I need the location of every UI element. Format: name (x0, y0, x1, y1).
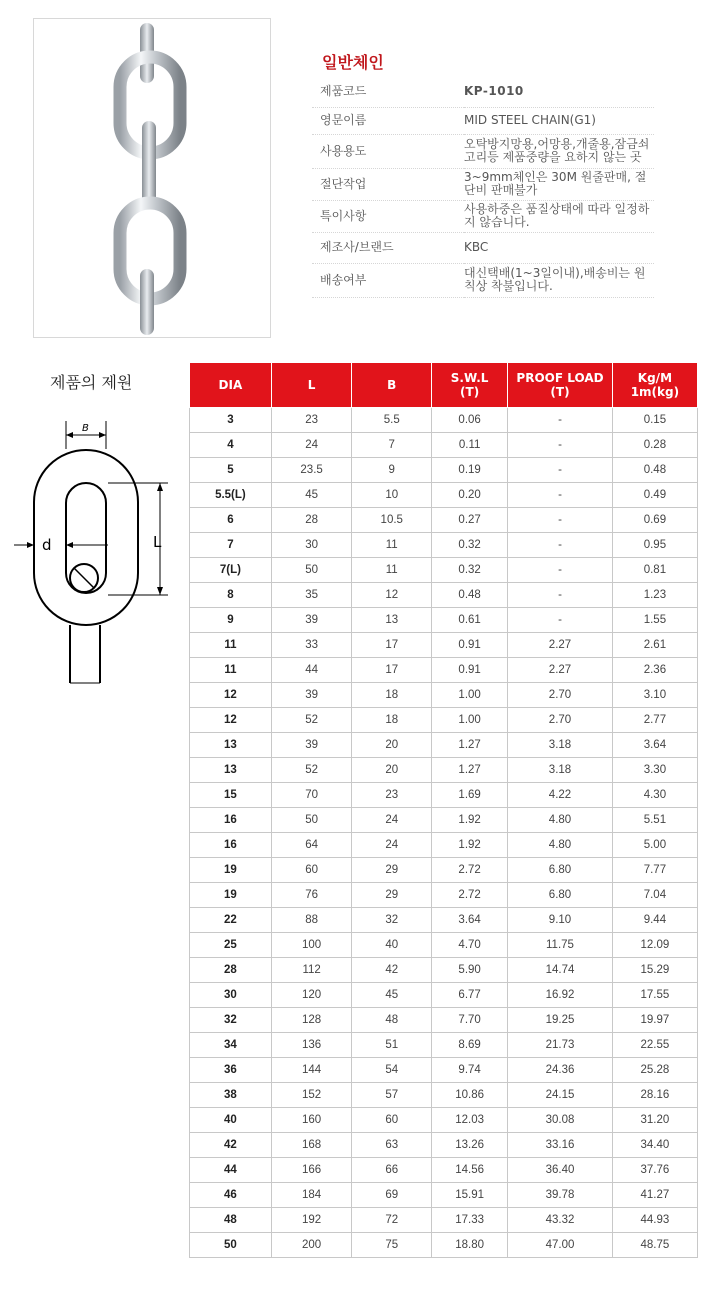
table-cell: 2.70 (508, 683, 613, 708)
table-cell: 11 (190, 658, 272, 683)
table-cell: 8.69 (432, 1033, 508, 1058)
table-row (190, 558, 698, 583)
table-cell: 1.27 (432, 758, 508, 783)
table-cell: 6.80 (508, 858, 613, 883)
table-cell: 18 (352, 708, 432, 733)
table-cell: 69 (352, 1183, 432, 1208)
table-row (190, 533, 698, 558)
table-row (190, 633, 698, 658)
table-cell: 166 (271, 1158, 352, 1183)
table-cell: 12 (352, 583, 432, 608)
dimension-title: 제품의 제원 (50, 373, 133, 392)
table-cell: 40 (190, 1108, 272, 1133)
info-row (312, 107, 654, 134)
table-cell: 35 (271, 583, 352, 608)
table-row (190, 433, 698, 458)
table-cell: 4.70 (432, 933, 508, 958)
info-value: 대신택배(1~3일이내),배송비는 원칙상 착불입니다. (464, 263, 654, 297)
info-label: 제품코드 (312, 77, 464, 107)
table-cell: 48.75 (612, 1233, 697, 1258)
table-row (190, 1208, 698, 1233)
table-cell: 1.92 (432, 833, 508, 858)
table-cell: 28 (190, 958, 272, 983)
chain-link-diagram (10, 405, 185, 695)
table-row (190, 1233, 698, 1258)
table-cell: 22.55 (612, 1033, 697, 1058)
table-cell: 11 (352, 558, 432, 583)
table-cell: 37.76 (612, 1158, 697, 1183)
table-cell: 9 (352, 458, 432, 483)
table-cell: 24.36 (508, 1058, 613, 1083)
table-cell: 88 (271, 908, 352, 933)
table-cell: 9.10 (508, 908, 613, 933)
table-cell: 4.80 (508, 808, 613, 833)
table-cell: 42 (190, 1133, 272, 1158)
table-cell: 39 (271, 608, 352, 633)
table-cell: 0.81 (612, 558, 697, 583)
table-cell: 24 (352, 808, 432, 833)
table-row (190, 583, 698, 608)
table-cell: 0.19 (432, 458, 508, 483)
table-cell: 19 (190, 883, 272, 908)
table-row (190, 758, 698, 783)
table-cell: 152 (271, 1083, 352, 1108)
info-label: 절단작업 (312, 168, 464, 200)
table-cell: 15 (190, 783, 272, 808)
table-cell: 36.40 (508, 1158, 613, 1183)
table-cell: 19 (190, 858, 272, 883)
table-cell: 200 (271, 1233, 352, 1258)
table-row (190, 683, 698, 708)
table-cell: - (508, 458, 613, 483)
table-cell: 9 (190, 608, 272, 633)
spec-header-cell: B (352, 363, 432, 408)
label-d: d (42, 536, 52, 554)
table-cell: 72 (352, 1208, 432, 1233)
table-cell: 5.90 (432, 958, 508, 983)
table-cell: 1.92 (432, 808, 508, 833)
table-cell: 16 (190, 808, 272, 833)
table-row (190, 883, 698, 908)
table-cell: 39 (271, 683, 352, 708)
table-cell: 21.73 (508, 1033, 613, 1058)
table-row (190, 908, 698, 933)
table-cell: 36 (190, 1058, 272, 1083)
table-cell: 23 (271, 408, 352, 433)
table-cell: 4 (190, 433, 272, 458)
table-cell: 25 (190, 933, 272, 958)
table-cell: 48 (190, 1208, 272, 1233)
table-row (190, 858, 698, 883)
table-cell: 3.18 (508, 733, 613, 758)
table-cell: 4.22 (508, 783, 613, 808)
table-cell: 34 (190, 1033, 272, 1058)
table-cell: 12 (190, 683, 272, 708)
table-cell: 75 (352, 1233, 432, 1258)
table-cell: 7 (352, 433, 432, 458)
info-value: 사용하중은 품질상태에 따라 일정하지 않습니다. (464, 200, 654, 232)
table-cell: 13 (190, 733, 272, 758)
label-b: B (82, 423, 89, 434)
chain-illustration (34, 19, 270, 337)
table-cell: 48 (352, 1008, 432, 1033)
table-cell: 24 (352, 833, 432, 858)
table-cell: 144 (271, 1058, 352, 1083)
info-value: 오탁방지망용,어망용,개줄용,잠금쇠 고리등 제품중량을 요하지 않는 곳 (464, 134, 654, 168)
table-cell: 31.20 (612, 1108, 697, 1133)
info-row (312, 134, 654, 168)
table-cell: 7 (190, 533, 272, 558)
table-cell: 3.64 (612, 733, 697, 758)
spec-header-row (190, 363, 698, 408)
table-cell: 23.5 (271, 458, 352, 483)
spec-header-cell: S.W.L (T) (432, 363, 508, 408)
table-cell: 0.48 (612, 458, 697, 483)
info-row (312, 263, 654, 297)
table-cell: 60 (352, 1108, 432, 1133)
table-cell: 40 (352, 933, 432, 958)
table-cell: 12.03 (432, 1108, 508, 1133)
table-cell: 0.95 (612, 533, 697, 558)
table-cell: 6.80 (508, 883, 613, 908)
table-cell: 112 (271, 958, 352, 983)
table-cell: 3.64 (432, 908, 508, 933)
table-cell: 7.04 (612, 883, 697, 908)
table-cell: 7.77 (612, 858, 697, 883)
table-cell: 33.16 (508, 1133, 613, 1158)
table-cell: 2.70 (508, 708, 613, 733)
table-cell: 128 (271, 1008, 352, 1033)
table-cell: 2.27 (508, 658, 613, 683)
table-cell: 13 (190, 758, 272, 783)
table-cell: 39 (271, 733, 352, 758)
table-cell: - (508, 583, 613, 608)
table-cell: 17 (352, 633, 432, 658)
info-value: KBC (464, 232, 654, 263)
table-row (190, 983, 698, 1008)
table-cell: 0.61 (432, 608, 508, 633)
table-cell: 2.72 (432, 883, 508, 908)
table-cell: 50 (271, 808, 352, 833)
table-cell: 0.27 (432, 508, 508, 533)
info-row (312, 232, 654, 263)
table-cell: 16 (190, 833, 272, 858)
table-cell: 0.49 (612, 483, 697, 508)
table-cell: 19.25 (508, 1008, 613, 1033)
table-cell: 70 (271, 783, 352, 808)
table-cell: 9.44 (612, 908, 697, 933)
table-cell: 20 (352, 758, 432, 783)
table-cell: 44.93 (612, 1208, 697, 1233)
table-cell: 54 (352, 1058, 432, 1083)
table-row (190, 658, 698, 683)
table-cell: 7.70 (432, 1008, 508, 1033)
table-cell: 1.27 (432, 733, 508, 758)
table-cell: 9.74 (432, 1058, 508, 1083)
table-cell: 14.74 (508, 958, 613, 983)
table-cell: - (508, 533, 613, 558)
table-cell: 14.56 (432, 1158, 508, 1183)
spec-table (189, 362, 698, 1258)
table-cell: 63 (352, 1133, 432, 1158)
table-cell: 0.11 (432, 433, 508, 458)
table-cell: 22 (190, 908, 272, 933)
table-cell: 11 (352, 533, 432, 558)
spec-header-cell: DIA (190, 363, 272, 408)
table-cell: 184 (271, 1183, 352, 1208)
table-cell: 0.20 (432, 483, 508, 508)
table-cell: 100 (271, 933, 352, 958)
info-label: 특이사항 (312, 200, 464, 232)
category-title: 일반체인 (322, 53, 384, 72)
table-cell: 4.30 (612, 783, 697, 808)
table-cell: 120 (271, 983, 352, 1008)
table-row (190, 1108, 698, 1133)
table-cell: 1.00 (432, 683, 508, 708)
table-cell: - (508, 508, 613, 533)
table-cell: 42 (352, 958, 432, 983)
info-row (312, 200, 654, 232)
table-cell: 5.51 (612, 808, 697, 833)
table-cell: 76 (271, 883, 352, 908)
product-code: KP-1010 (464, 77, 654, 107)
table-cell: 12.09 (612, 933, 697, 958)
table-cell: 4.80 (508, 833, 613, 858)
table-row (190, 833, 698, 858)
table-cell: 6 (190, 508, 272, 533)
table-cell: 29 (352, 883, 432, 908)
table-row (190, 958, 698, 983)
table-cell: 38 (190, 1083, 272, 1108)
table-cell: 44 (271, 658, 352, 683)
info-row (312, 77, 654, 107)
table-cell: - (508, 558, 613, 583)
table-cell: 39.78 (508, 1183, 613, 1208)
table-cell: 0.91 (432, 658, 508, 683)
table-cell: 57 (352, 1083, 432, 1108)
table-cell: 50 (190, 1233, 272, 1258)
table-cell: 3.30 (612, 758, 697, 783)
info-label: 사용용도 (312, 134, 464, 168)
spec-header-cell: Kg/M 1m(kg) (612, 363, 697, 408)
info-label: 배송여부 (312, 263, 464, 297)
table-cell: 44 (190, 1158, 272, 1183)
table-row (190, 1158, 698, 1183)
table-cell: 15.91 (432, 1183, 508, 1208)
table-cell: 0.69 (612, 508, 697, 533)
table-cell: 0.15 (612, 408, 697, 433)
table-cell: 3.10 (612, 683, 697, 708)
table-cell: 13.26 (432, 1133, 508, 1158)
table-cell: 0.28 (612, 433, 697, 458)
table-cell: 28 (271, 508, 352, 533)
table-cell: 33 (271, 633, 352, 658)
table-cell: 2.36 (612, 658, 697, 683)
table-cell: 168 (271, 1133, 352, 1158)
table-cell: 66 (352, 1158, 432, 1183)
table-cell: 3.18 (508, 758, 613, 783)
table-row (190, 483, 698, 508)
table-cell: 30 (190, 983, 272, 1008)
product-photo (33, 18, 271, 338)
table-cell: 3 (190, 408, 272, 433)
table-cell: 0.06 (432, 408, 508, 433)
label-l: L (153, 533, 162, 551)
table-cell: 8 (190, 583, 272, 608)
table-cell: 30 (271, 533, 352, 558)
table-cell: 11.75 (508, 933, 613, 958)
table-row (190, 783, 698, 808)
table-cell: 23 (352, 783, 432, 808)
table-cell: 136 (271, 1033, 352, 1058)
table-row (190, 933, 698, 958)
table-cell: 1.55 (612, 608, 697, 633)
table-cell: 45 (352, 983, 432, 1008)
table-cell: 17.33 (432, 1208, 508, 1233)
table-cell: 34.40 (612, 1133, 697, 1158)
table-cell: 30.08 (508, 1108, 613, 1133)
table-cell: - (508, 408, 613, 433)
table-cell: - (508, 483, 613, 508)
table-cell: 5.5(L) (190, 483, 272, 508)
table-row (190, 808, 698, 833)
table-cell: 52 (271, 758, 352, 783)
table-cell: 43.32 (508, 1208, 613, 1233)
table-cell: 6.77 (432, 983, 508, 1008)
table-cell: 64 (271, 833, 352, 858)
table-cell: 32 (352, 908, 432, 933)
table-cell: 7(L) (190, 558, 272, 583)
table-row (190, 1083, 698, 1108)
info-value: 3~9mm체인은 30M 원줄판매, 절단비 판매불가 (464, 168, 654, 200)
table-cell: 32 (190, 1008, 272, 1033)
table-cell: 2.72 (432, 858, 508, 883)
info-label: 영문이름 (312, 107, 464, 134)
table-cell: 5.5 (352, 408, 432, 433)
table-row (190, 1033, 698, 1058)
table-cell: 45 (271, 483, 352, 508)
table-cell: 17 (352, 658, 432, 683)
table-row (190, 1183, 698, 1208)
table-cell: 17.55 (612, 983, 697, 1008)
info-value: MID STEEL CHAIN(G1) (464, 107, 654, 134)
table-cell: 51 (352, 1033, 432, 1058)
table-cell: 10.86 (432, 1083, 508, 1108)
table-cell: 18.80 (432, 1233, 508, 1258)
table-cell: 10.5 (352, 508, 432, 533)
table-cell: 192 (271, 1208, 352, 1233)
table-cell: 15.29 (612, 958, 697, 983)
table-row (190, 1058, 698, 1083)
table-row (190, 408, 698, 433)
table-cell: 25.28 (612, 1058, 697, 1083)
table-cell: 1.69 (432, 783, 508, 808)
table-cell: 29 (352, 858, 432, 883)
table-cell: 0.32 (432, 558, 508, 583)
table-row (190, 1008, 698, 1033)
table-row (190, 733, 698, 758)
table-cell: 28.16 (612, 1083, 697, 1108)
table-row (190, 708, 698, 733)
table-cell: 19.97 (612, 1008, 697, 1033)
table-cell: - (508, 433, 613, 458)
spec-header-cell: L (271, 363, 352, 408)
table-cell: 50 (271, 558, 352, 583)
table-cell: 46 (190, 1183, 272, 1208)
table-row (190, 508, 698, 533)
table-cell: 160 (271, 1108, 352, 1133)
table-cell: 13 (352, 608, 432, 633)
table-cell: 24.15 (508, 1083, 613, 1108)
table-cell: 12 (190, 708, 272, 733)
table-cell: 47.00 (508, 1233, 613, 1258)
table-cell: 52 (271, 708, 352, 733)
table-cell: - (508, 608, 613, 633)
table-cell: 5 (190, 458, 272, 483)
table-cell: 2.77 (612, 708, 697, 733)
table-row (190, 458, 698, 483)
table-cell: 24 (271, 433, 352, 458)
spec-header-cell: PROOF LOAD (T) (508, 363, 613, 408)
table-cell: 1.00 (432, 708, 508, 733)
table-cell: 60 (271, 858, 352, 883)
table-cell: 20 (352, 733, 432, 758)
info-label: 제조사/브랜드 (312, 232, 464, 263)
table-cell: 18 (352, 683, 432, 708)
table-cell: 16.92 (508, 983, 613, 1008)
table-row (190, 608, 698, 633)
product-info-table (312, 77, 654, 298)
table-cell: 10 (352, 483, 432, 508)
table-cell: 0.32 (432, 533, 508, 558)
table-row (190, 1133, 698, 1158)
table-cell: 1.23 (612, 583, 697, 608)
table-cell: 2.27 (508, 633, 613, 658)
table-cell: 5.00 (612, 833, 697, 858)
table-cell: 41.27 (612, 1183, 697, 1208)
table-cell: 11 (190, 633, 272, 658)
info-row (312, 168, 654, 200)
table-cell: 0.48 (432, 583, 508, 608)
table-cell: 0.91 (432, 633, 508, 658)
table-cell: 2.61 (612, 633, 697, 658)
